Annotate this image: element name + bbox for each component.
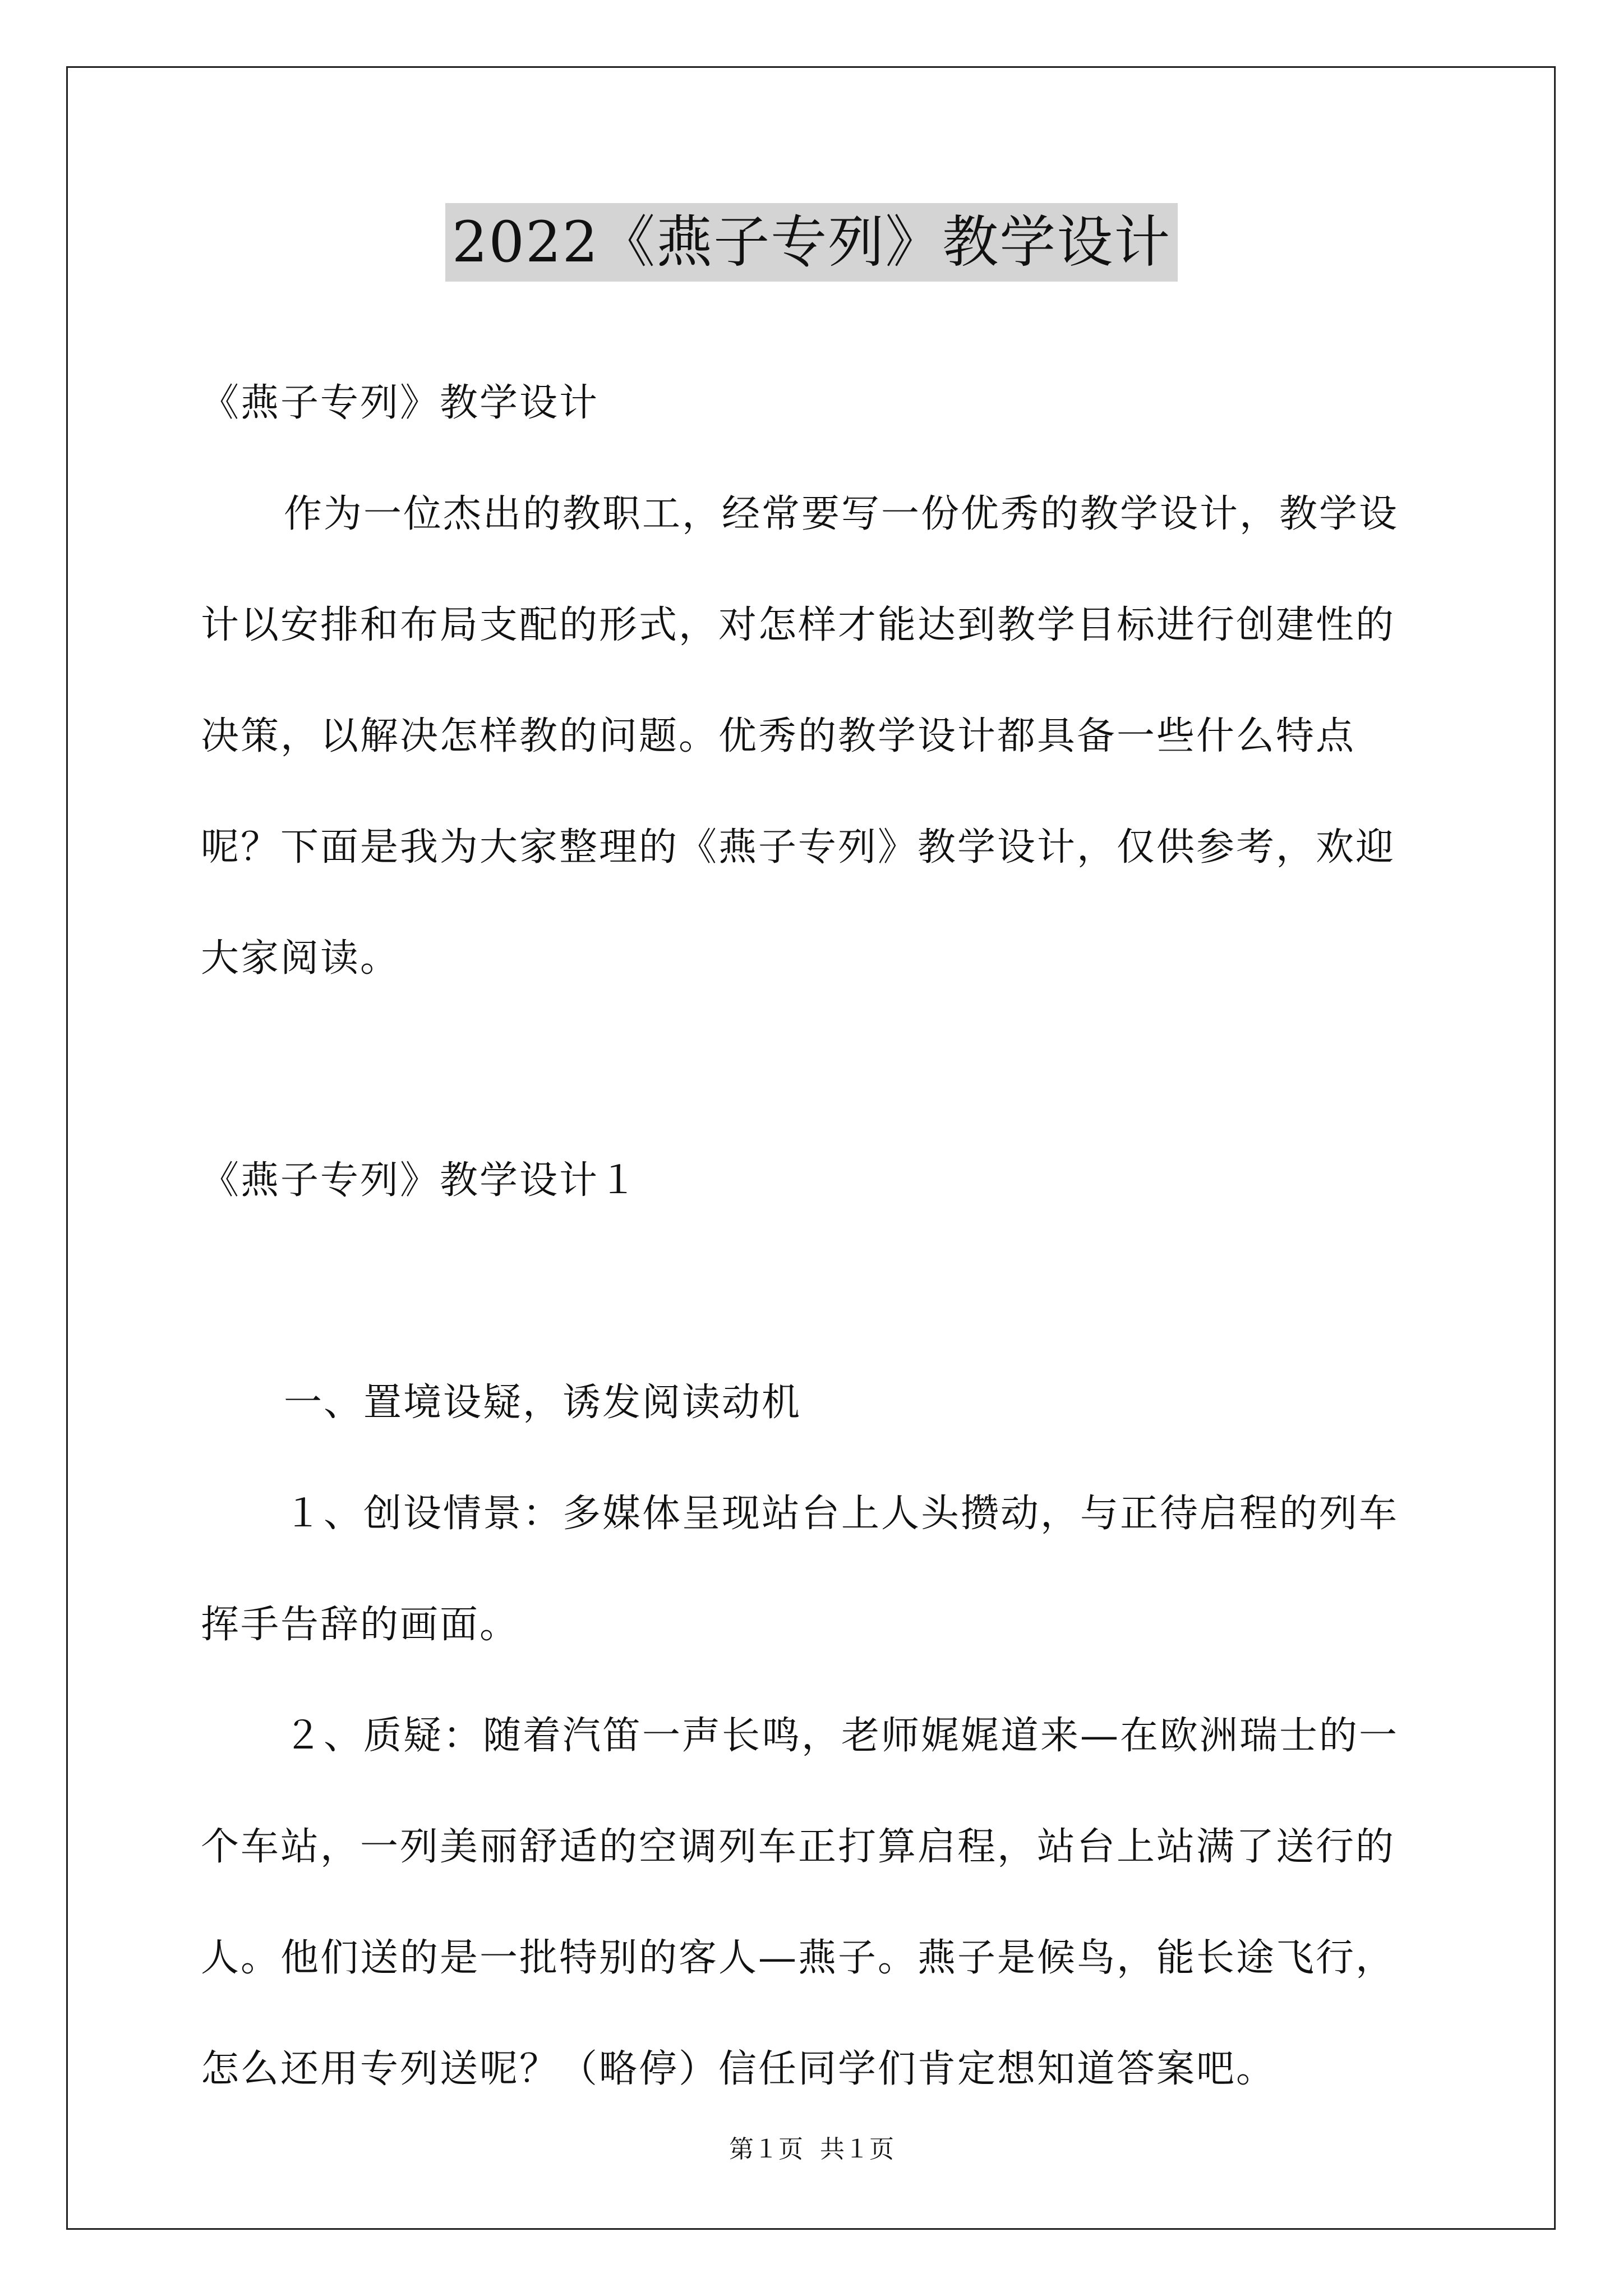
title-container bbox=[0, 203, 1623, 282]
page-footer bbox=[0, 2133, 1623, 2166]
subtitle: 《燕子专列》教学设计 bbox=[201, 381, 600, 425]
page-total: 共１页 bbox=[820, 2135, 894, 2164]
document-body bbox=[201, 348, 1429, 2125]
page-number: 第１页 bbox=[729, 2135, 803, 2164]
section-heading: 《燕子专列》教学设计１ bbox=[201, 1158, 639, 1203]
intro-paragraph: 作为一位杰出的教职工，经常要写一份优秀的教学设计，教学设计以安排和布局支配的形式，对怎样才能达到教学目标进行创建性的决策，以解决怎样教的问题。优秀的教学设计都具备一些什么特点呢？下面是我为大家整理的《燕子专列》教学设计，仅供参考，欢迎大家阅读。 bbox=[201, 492, 1399, 981]
document-title: 2022《燕子专列》教学设计 bbox=[445, 203, 1178, 282]
list-item-1: １、创设情景：多媒体呈现站台上人头攒动，与正待启程的列车挥手告辞的画面。 bbox=[201, 1492, 1399, 1647]
list-item-2: ２、质疑：随着汽笛一声长鸣，老师娓娓道来—在欧洲瑞士的一个车站，一列美丽舒适的空调列车正打算启程，站台上站满了送行的人。他们送的是一批特别的客人—燕子。燕子是候鸟，能长途飞行，怎么还用专列送呢？（略停）信任同学们肯定想知道答案吧。 bbox=[201, 1714, 1399, 2091]
part-heading: 一、置境设疑，诱发阅读动机 bbox=[284, 1381, 802, 1425]
